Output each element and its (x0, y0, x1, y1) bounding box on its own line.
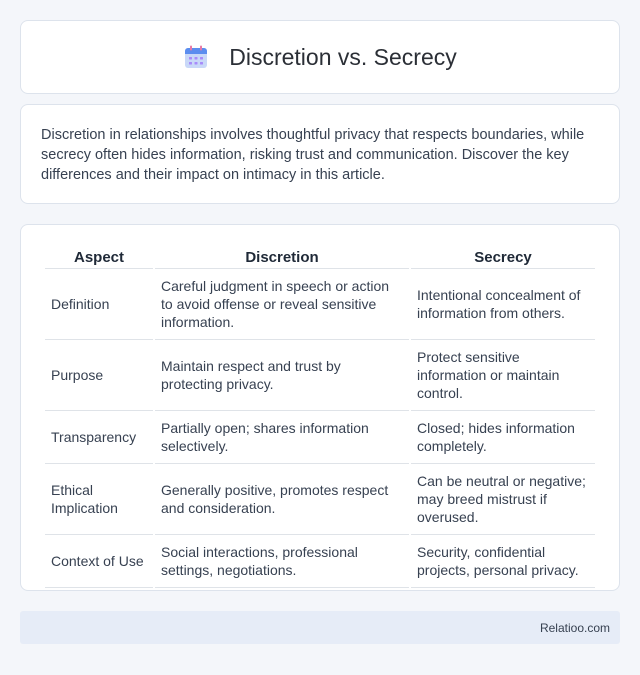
table-row (45, 411, 595, 464)
table-row (45, 269, 595, 340)
row-discretion-cell: Partially open; shares information selectively. (155, 411, 409, 464)
row-secrecy-cell: Can be neutral or negative; may breed mistrust if overused. (411, 464, 595, 535)
table-header-row (45, 245, 595, 269)
table-row (45, 340, 595, 411)
footer-brand: Relatioo.com (539, 620, 610, 635)
row-aspect-cell: Definition (45, 269, 153, 340)
row-discretion-cell: Social interactions, professional settings, negotiations. (155, 535, 409, 588)
page-title: Discretion vs. Secrecy (229, 43, 457, 70)
row-discretion-cell: Generally positive, promotes respect and consideration. (155, 464, 409, 535)
row-secrecy-cell: Closed; hides information completely. (411, 411, 595, 464)
row-aspect-cell: Ethical Implication (45, 464, 153, 535)
row-discretion-cell: Careful judgment in speech or action to avoid offense or reveal sensitive information. (155, 269, 409, 340)
calendar-icon (183, 44, 209, 70)
row-secrecy-cell: Security, confidential projects, personal privacy. (411, 535, 595, 588)
row-secrecy-cell: Protect sensitive information or maintain control. (411, 340, 595, 411)
title-card (20, 20, 620, 94)
header-secrecy: Secrecy (411, 245, 595, 269)
intro-text: Discretion in relationships involves thoughtful privacy that respects boundaries, while secrecy often hides information, risking trust and communication. Discover the key differences and their impact on intimacy in this article. (41, 127, 585, 183)
table-row (45, 464, 595, 535)
header-aspect: Aspect (45, 245, 153, 269)
row-aspect-cell: Context of Use (45, 535, 153, 588)
row-aspect-cell: Transparency (45, 411, 153, 464)
comparison-table (43, 245, 597, 588)
row-secrecy-cell: Intentional concealment of information from others. (411, 269, 595, 340)
intro-card (20, 104, 620, 204)
table-row (45, 535, 595, 588)
row-aspect-cell: Purpose (45, 340, 153, 411)
header-discretion: Discretion (155, 245, 409, 269)
comparison-table-card (20, 224, 620, 591)
footer (20, 611, 620, 644)
row-discretion-cell: Maintain respect and trust by protecting privacy. (155, 340, 409, 411)
